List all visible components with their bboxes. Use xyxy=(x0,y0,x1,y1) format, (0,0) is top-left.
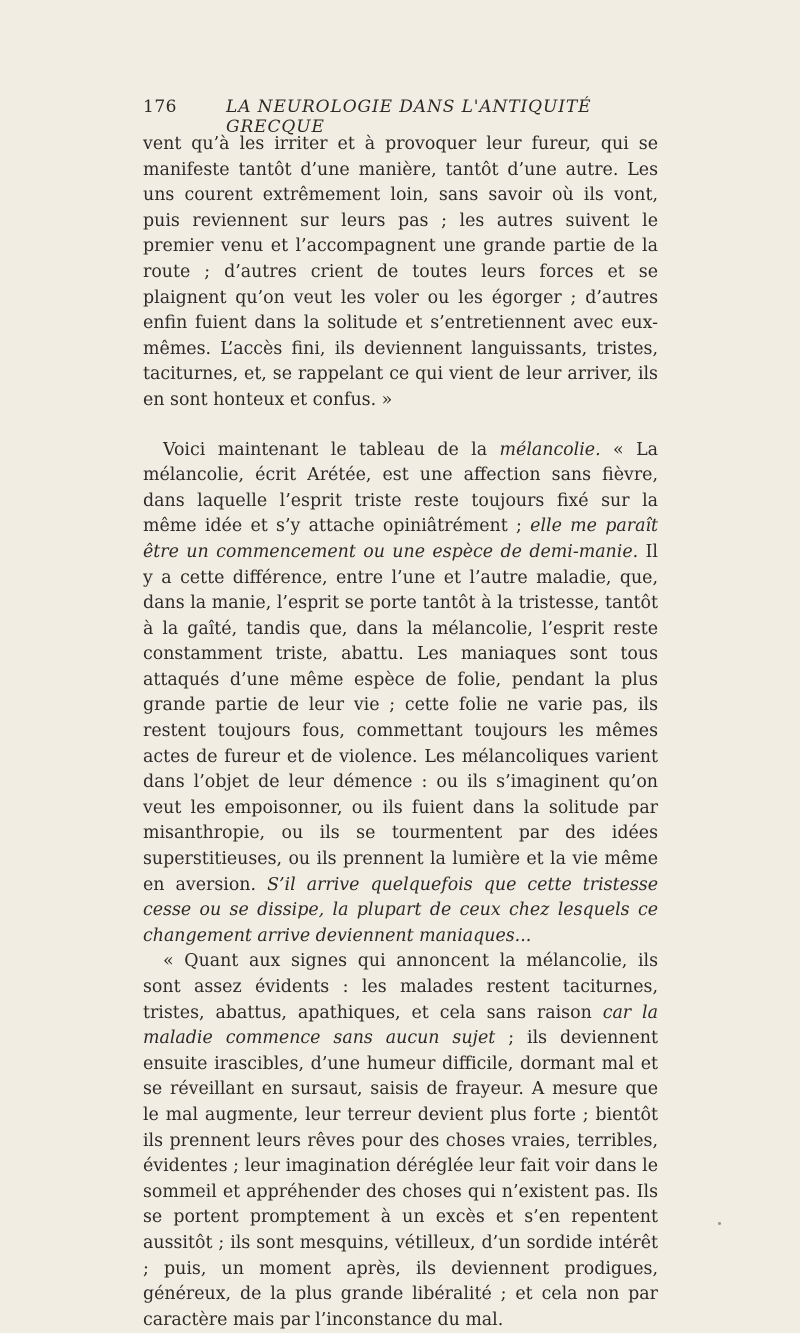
text-run: vent qu’à les irriter et à provoquer leur fureur, qui se manifeste tantôt d’une manière, tantôt d’une autre. Les uns courent extrêmement loin, sans savoir où ils vont, puis reviennent sur leurs pas ; les autres suivent le premier venu et l’accompagnent une grande partie de la route ; d’autres crient de toutes leurs forces et se plaignent qu’on veut les voler ou les égorger ; d’autres enfin fuient dans la solitude et s’entretiennent avec eux-mêmes. L’accès fini, ils deviennent languissants, tristes, taciturnes, et, se rappelant ce qui vient de leur arriver, ils en sont honteux et confus. » xyxy=(143,134,658,410)
italic-text: mélancolie. xyxy=(499,439,601,460)
italic-text: car la maladie commence sans aucun sujet xyxy=(143,1002,658,1049)
text-run: Il y a cette différence, entre l’une et l’autre maladie, que, dans la manie, l’esprit se porte tantôt à la tristesse, tantôt à la gaîté, tandis que, dans la mélancolie, l’esprit reste constamment triste, abattu. Les maniaques sont tous attaqués d’une même espèce de folie, pendant la plus grande partie de leur vie ; cette folie ne varie pas, ils restent toujours fous, commettant toujours les mêmes actes de fureur et de violence. Les mélancoliques varient dans l’objet de leur démence : ou ils s’imaginent qu’on veut les empoisonner, ou ils fuient dans la solitude par misanthropie, ou ils se tourmentent par des idées superstitieuses, ou ils prennent la lumière et la vie même en aversion. xyxy=(143,541,658,895)
paragraph xyxy=(143,132,658,414)
text-run: ; ils deviennent ensuite irascibles, d’une humeur difficile, dormant mal et se réveillant en sursaut, saisis de frayeur. A mesure que le mal augmente, leur terreur devient plus forte ; bientôt ils prennent leurs rêves pour des choses vraies, terribles, évidentes ; leur imagination déréglée leur fait voir dans le sommeil et appréhender des choses qui n’existent pas. Ils se portent promptement à un excès et s’en repentent aussitôt ; ils sont mesquins, vétilleux, d’un sordide intérêt ; puis, un moment après, ils deviennent prodigues, généreux, de la plus grande libéralité ; et cela non par caractère mais par l’inconstance du mal. xyxy=(143,1028,658,1330)
paper-speck xyxy=(718,1222,721,1225)
running-title: LA NEUROLOGIE DANS L'ANTIQUITÉ GRECQUE xyxy=(226,97,592,137)
text-run: « Quant aux signes qui annoncent la mélancolie, ils sont assez évidents : les malades restent taciturnes, tristes, abattus, apathiques, et cela sans raison xyxy=(143,951,658,1023)
body-text xyxy=(143,132,658,1333)
text-run: Voici maintenant le tableau de la xyxy=(163,439,500,460)
paragraph xyxy=(143,438,658,950)
text-run: « La mélancolie, écrit Arétée, est une affection sans fièvre, dans laquelle l’esprit triste reste toujours fixé sur la même idée et s’y attache opiniâtrément ; xyxy=(143,439,658,537)
running-header xyxy=(143,97,658,137)
paragraph xyxy=(143,949,658,1333)
italic-text: S’il arrive quelquefois que cette tristesse cesse ou se dissipe, la plupart de ceux chez lesquels ce changement arrive deviennent maniaques... xyxy=(143,874,659,946)
italic-text: elle me paraît être un commencement ou une espèce de demi-manie. xyxy=(143,516,658,562)
page-number: 176 xyxy=(143,97,177,117)
